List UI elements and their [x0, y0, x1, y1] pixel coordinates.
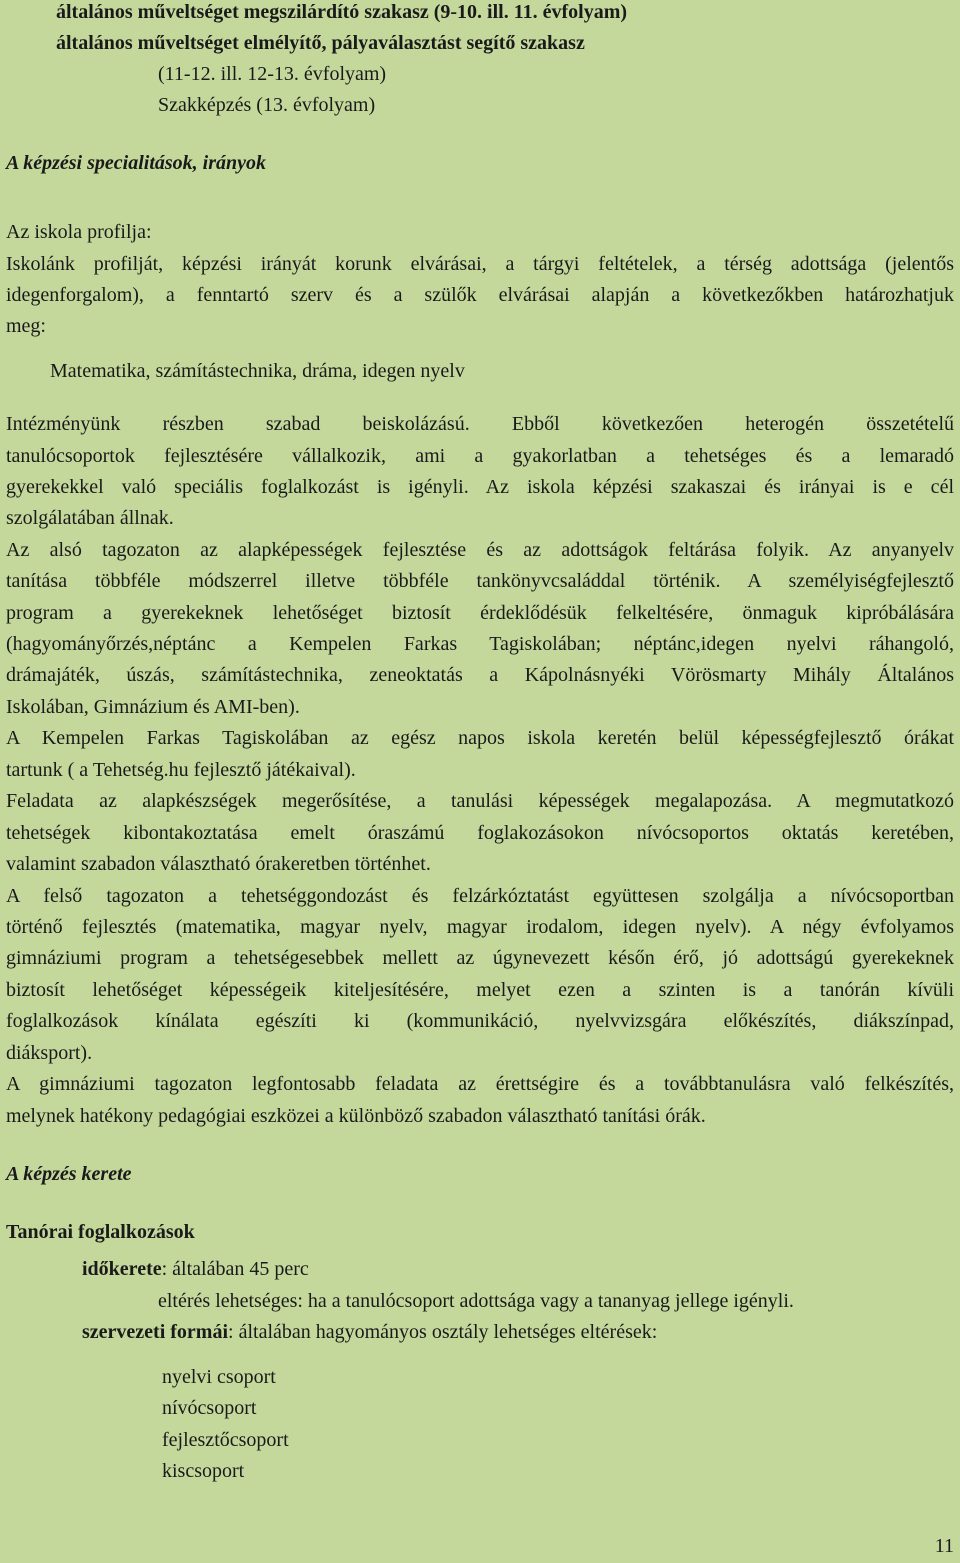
profil-text-line: meg:	[6, 315, 46, 337]
body-line: tanulócsoportok fejlesztésére vállalkozik, ami a gyakorlatban a tehetséges és a lemaradó	[6, 445, 954, 467]
heading-tanorai: Tanórai foglalkozások	[6, 1221, 195, 1243]
body-line: (hagyományőrzés,néptánc a Kempelen Farkas Tagiskolában; néptánc,idegen nyelvi ráhangoló,	[6, 633, 954, 655]
profil-list: Matematika, számítástechnika, dráma, idegen nyelv	[50, 360, 465, 382]
body-line: tartunk ( a Tehetség.hu fejlesztő játékaival).	[6, 759, 356, 781]
body-line: foglalkozások kínálata egészíti ki (kommunikáció, nyelvvizsgára előkészítés, diákszínpad,	[6, 1010, 954, 1032]
body-line: biztosít lehetőséget képességeik kiteljesítésére, melyet ezen a szinten is a tanórán kívüli	[6, 979, 954, 1001]
szervezeti-line	[82, 1320, 657, 1344]
body-line: szolgálatában állnak.	[6, 507, 174, 529]
body-line: A felső tagozaton a tehetséggondozást és felzárkóztatást együttesen szolgálja a nívócsoportban	[6, 885, 954, 907]
body-line: gimnáziumi program a tehetségesebbek mellett az úgynevezett későn érő, jó adottságú gyerekeknek	[6, 947, 954, 969]
body-line: történő fejlesztés (matematika, magyar nyelv, magyar irodalom, idegen nyelv). A négy évfolyamos	[6, 916, 954, 938]
profil-text-line: Iskolánk profilját, képzési irányát korunk elvárásai, a tárgyi feltételek, a térség adottsága (jelentős	[6, 253, 954, 275]
group-item: kiscsoport	[162, 1460, 245, 1482]
szervezeti-label: szervezeti formái	[82, 1321, 229, 1343]
szervezeti-value: : általában hagyományos osztály lehetséges eltérések:	[228, 1321, 658, 1343]
body-line: Feladata az alapkészségek megerősítése, a tanulási képességek megalapozása. A megmutatkozó	[6, 790, 954, 812]
stage-line-2: általános műveltséget elmélyítő, pályaválasztást segítő szakasz	[56, 32, 585, 54]
profil-text-line: idegenforgalom), a fenntartó szerv és a szülők elvárásai alapján a következőkben határozhatjuk	[6, 284, 954, 306]
body-line: drámajáték, úszás, számítástechnika, zeneoktatás a Kápolnásnyéki Vörösmarty Mihály Általános	[6, 664, 954, 686]
profil-label: Az iskola profilja:	[6, 221, 152, 243]
group-item: fejlesztőcsoport	[162, 1429, 289, 1451]
body-line: diáksport).	[6, 1042, 93, 1064]
idokerete-label: időkerete	[82, 1258, 162, 1280]
body-line: Az alsó tagozaton az alapképességek fejlesztése és az adottságok feltárása folyik. Az anyanyelv	[6, 539, 954, 561]
body-line: program a gyerekeknek lehetőséget biztosít érdeklődésük felkeltésére, önmaguk kipróbálására	[6, 602, 954, 624]
body-line: valamint szabadon választható órakeretben történhet.	[6, 853, 431, 875]
idokerete-value: : általában 45 perc	[161, 1258, 309, 1280]
stage-line-1: általános műveltséget megszilárdító szakasz (9-10. ill. 11. évfolyam)	[56, 1, 628, 23]
body-line: tanítása többféle módszerrel illetve többféle tankönyvcsaláddal történik. A személyiségfejlesztő	[6, 570, 954, 592]
group-item: nívócsoport	[162, 1397, 257, 1419]
body-line: Intézményünk részben szabad beiskolázású. Ebből következően heterogén összetételű	[6, 413, 954, 435]
group-item: nyelvi csoport	[162, 1366, 276, 1388]
page-number: 11	[934, 1535, 954, 1557]
elteres-line: eltérés lehetséges: ha a tanulócsoport adottsága vagy a tananyag jellege igényli.	[158, 1290, 794, 1312]
idokerete-line	[82, 1257, 309, 1281]
stage-line-3: (11-12. ill. 12-13. évfolyam)	[158, 63, 387, 85]
body-line: Iskolában, Gimnázium és AMI-ben).	[6, 696, 300, 718]
body-line: A gimnáziumi tagozaton legfontosabb feladata az érettségire és a továbbtanulásra való felkészítés,	[6, 1073, 954, 1095]
body-line: tehetségek kibontakoztatása emelt óraszámú foglakozásokon nívócsoportos oktatás keretében,	[6, 822, 954, 844]
body-line: melynek hatékony pedagógiai eszközei a különböző szabadon választható tanítási órák.	[6, 1105, 706, 1127]
body-line: gyerekekkel való speciális foglalkozást is igényli. Az iskola képzési szakaszai és irányai is e cél	[6, 476, 954, 498]
heading-specialitasok: A képzési specialitások, irányok	[6, 152, 266, 174]
stage-line-4: Szakképzés (13. évfolyam)	[158, 94, 376, 116]
heading-kerete: A képzés kerete	[6, 1163, 132, 1185]
body-line: A Kempelen Farkas Tagiskolában az egész napos iskola keretén belül képességfejlesztő órákat	[6, 727, 954, 749]
